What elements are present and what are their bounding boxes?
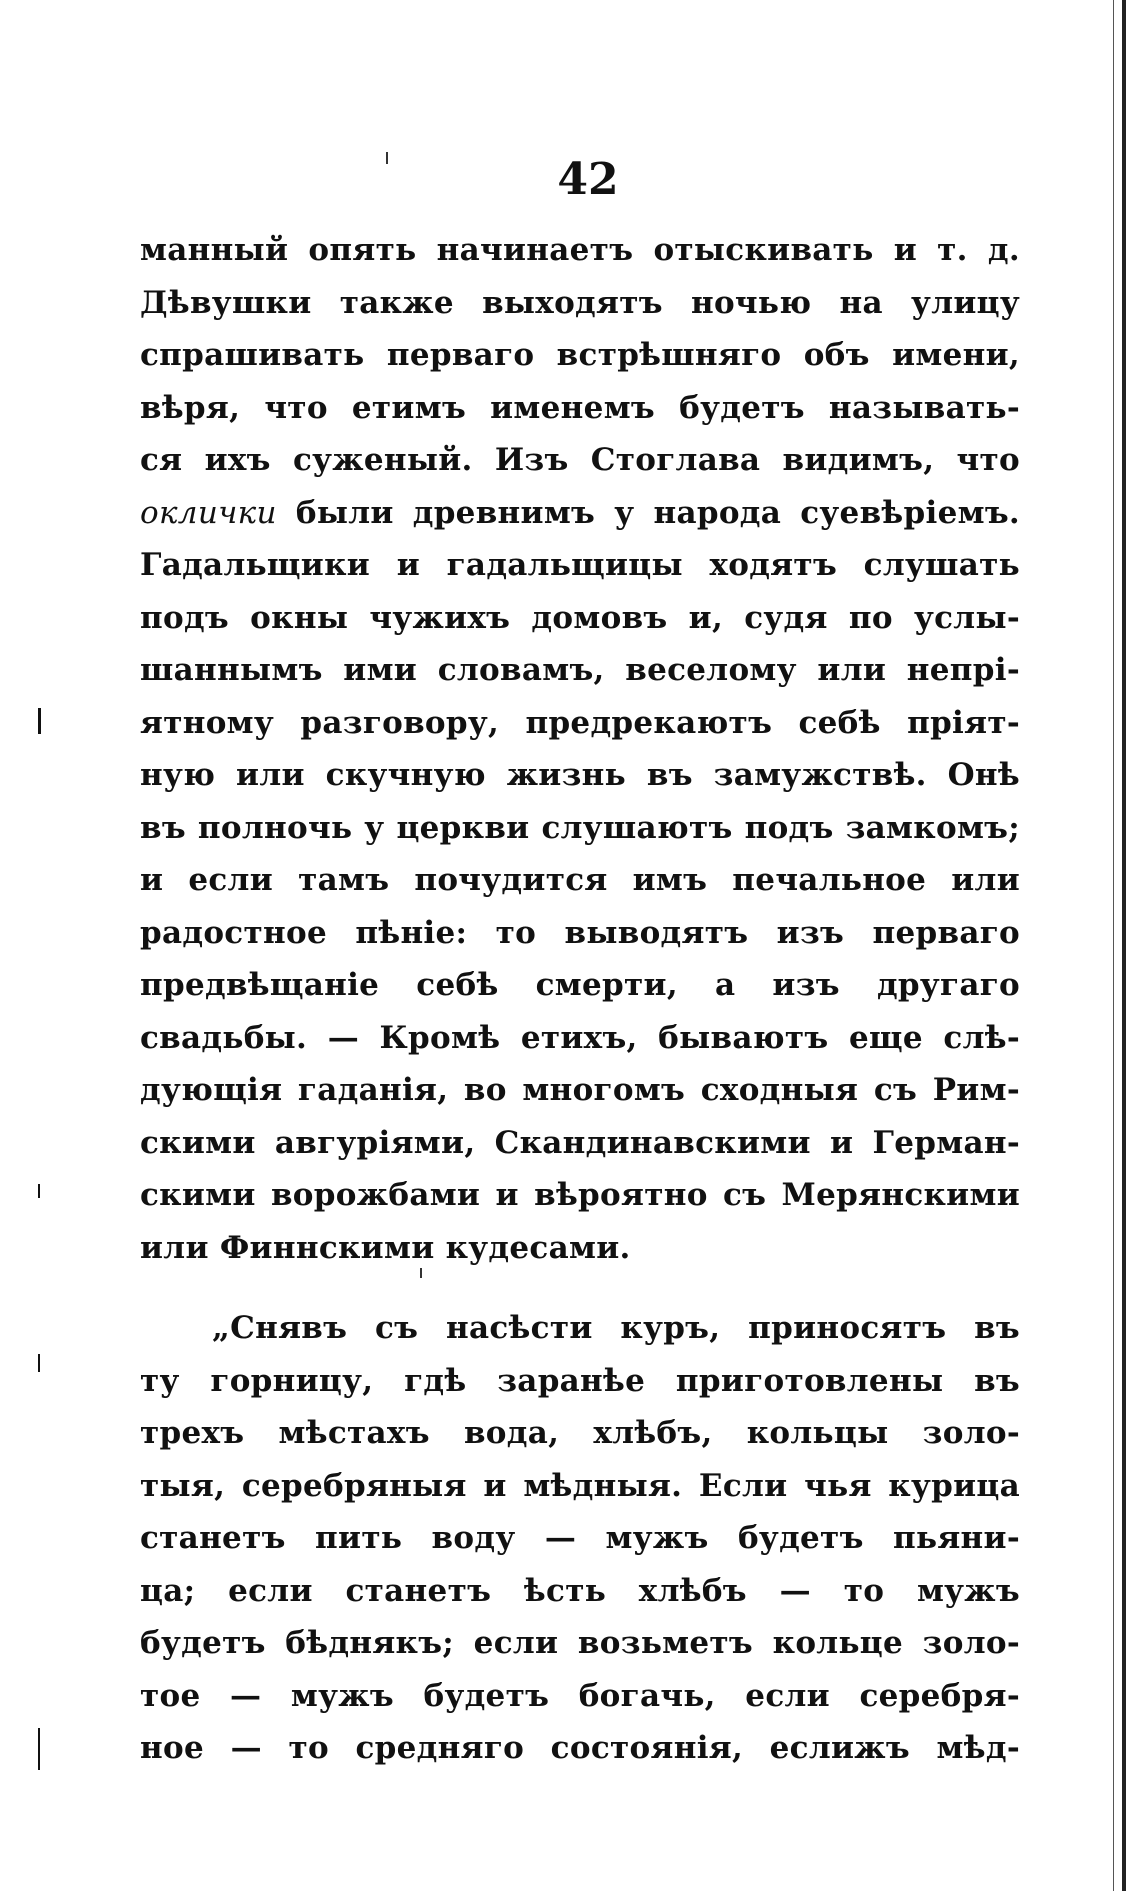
paragraph-1 [140, 224, 1020, 1274]
text-line: дующія гаданія, во многомъ сходныя съ Рим- [140, 1072, 1020, 1108]
page-edge-rule [1122, 0, 1126, 1891]
text-line: трехъ мѣстахъ вода, хлѣбъ, кольцы золо- [140, 1415, 1020, 1451]
text-line: подъ окны чужихъ домовъ и, судя по услы- [140, 599, 1020, 636]
text-line-rest: были древнимъ у народа суевѣріемъ. [276, 494, 1020, 531]
text-line: ту горницу, гдѣ заранѣе приготовлены въ [140, 1362, 1020, 1399]
text-line: Гадальщики и гадальщицы ходятъ слушать [140, 547, 1020, 583]
italic-word: оклички [140, 494, 277, 531]
text-line: ца; если станетъ ѣсть хлѣбъ — то мужъ [140, 1572, 1020, 1609]
margin-mark [38, 708, 41, 734]
text-line: тыя, серебряныя и мѣдныя. Если чья курица [140, 1467, 1020, 1504]
text-line: вѣря, что етимъ именемъ будетъ называть- [140, 389, 1020, 426]
text-line: станетъ пить воду — мужъ будетъ пьяни- [140, 1520, 1020, 1556]
text-line: скими авгуріями, Скандинавскими и Герман- [140, 1124, 1020, 1161]
page-number: 42 [557, 154, 619, 205]
text-line: предвѣщаніе себѣ смерти, а изъ другаго [140, 967, 1020, 1003]
text-line: манный опять начинаетъ отыскивать и т. д. [140, 232, 1020, 268]
text-line: ную или скучную жизнь въ замужствѣ. Онѣ [140, 757, 1020, 793]
text-line: радостное пѣніе: то выводятъ изъ перваго [140, 914, 1020, 951]
text-line: въ полночь у церкви слушаютъ подъ замкомъ; [140, 809, 1020, 846]
text-line: ятному разговору, предрекаютъ себѣ пріят- [140, 704, 1020, 741]
text-line: или Финнскими кудесами. [140, 1229, 631, 1266]
text-line: Дѣвушки также выходятъ ночью на улицу [140, 284, 1020, 321]
text-line: ное — то средняго состоянія, еслижъ мѣд- [140, 1730, 1020, 1766]
text-line-with-italic [140, 487, 1020, 540]
margin-mark [38, 1728, 40, 1770]
text-line: и если тамъ почудится имъ печальное или [140, 862, 1020, 898]
text-line: свадьбы. — Кромѣ етихъ, бываютъ еще слѣ- [140, 1019, 1020, 1056]
text-line: ся ихъ суженый. Изъ Стоглава видимъ, что [140, 442, 1020, 478]
text-line: спрашивать перваго встрѣшняго объ имени, [140, 337, 1020, 373]
text-line: „Снявъ съ насѣсти куръ, приносятъ въ [212, 1310, 1020, 1346]
text-line: тое — мужъ будетъ богачь, если серебря- [140, 1677, 1020, 1714]
page-edge-rule-thin [1113, 0, 1114, 1891]
paragraph-2 [140, 1302, 1020, 1775]
margin-mark [38, 1184, 40, 1198]
text-line: скими ворожбами и вѣроятно съ Мерянскими [140, 1177, 1020, 1213]
margin-mark [38, 1354, 40, 1372]
text-line: шаннымъ ими словамъ, веселому или непрі- [140, 652, 1020, 688]
text-line: будетъ бѣднякъ; если возьметъ кольце золо- [140, 1625, 1020, 1661]
